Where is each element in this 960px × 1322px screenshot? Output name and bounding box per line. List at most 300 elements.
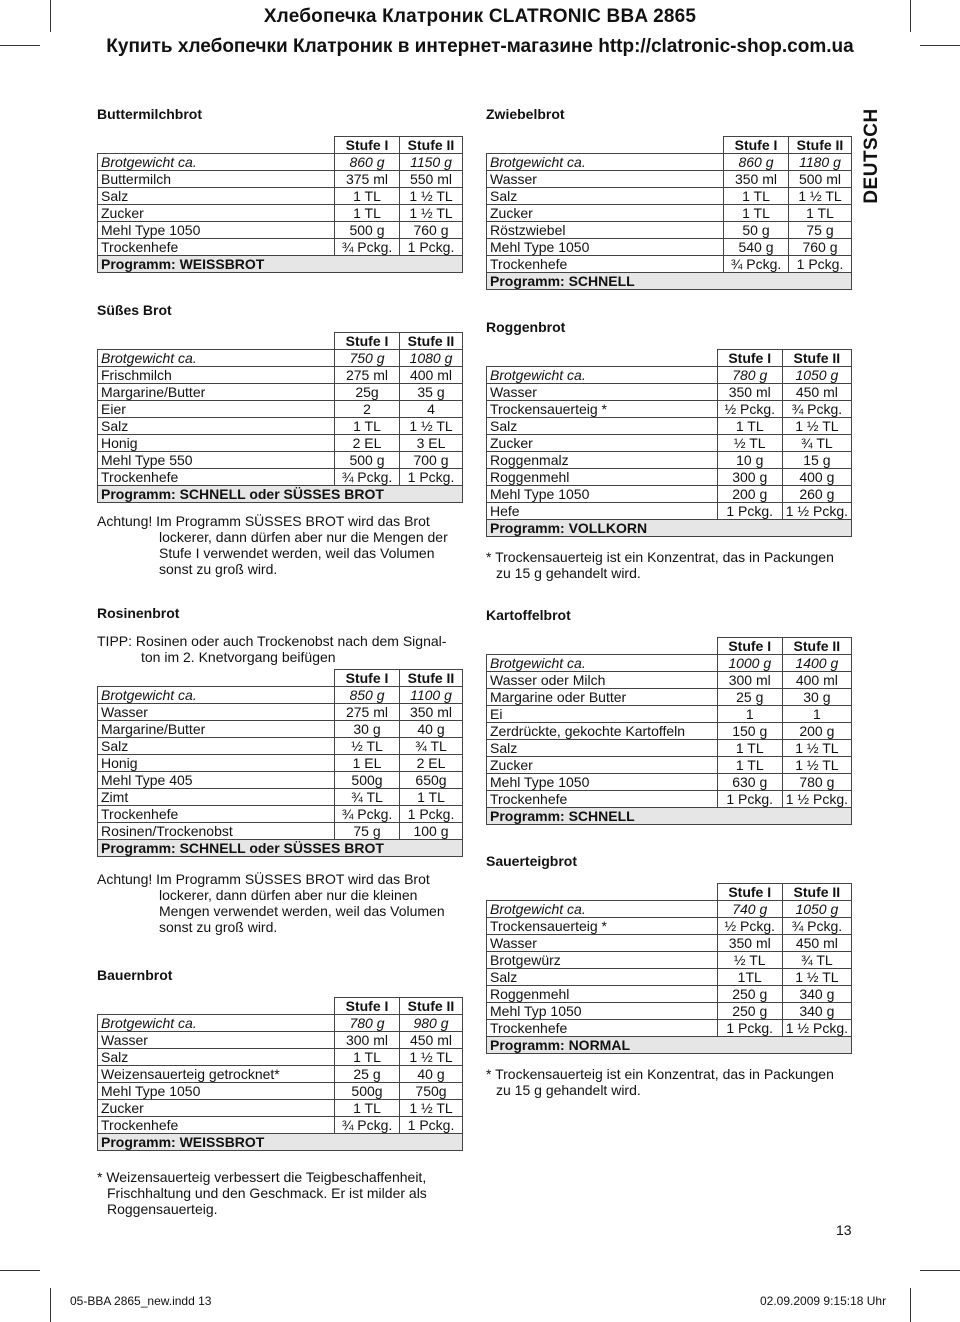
recipe-footnote: * Trockensauerteig ist ein Konzentrat, das in Packungen zu 15 g gehandelt wird. [486, 1066, 834, 1098]
stufe2-cell: 1 ½ Pckg. [782, 1020, 851, 1037]
table-row [487, 655, 852, 672]
stufe2-cell: 650g [400, 772, 463, 789]
table-row [98, 721, 463, 738]
ingredient-cell: Trockenhefe [98, 806, 335, 823]
ingredient-cell: Mehl Type 405 [98, 772, 335, 789]
stufe2-cell: 980 g [400, 1015, 463, 1032]
footer-date: 02.09.2009 9:15:18 Uhr [760, 1294, 887, 1308]
ingredient-cell: Wasser [487, 384, 718, 401]
ingredient-cell: Weizensauerteig getrocknet* [98, 1066, 335, 1083]
stufe1-cell: 1 TL [335, 1049, 400, 1066]
table-row [487, 452, 852, 469]
recipe-table: Stufe I Stufe II Brotgewicht ca. 780 g 1050 g Wasser 350 ml 450 ml Trockensauerteig * ½ Pckg. ¾ Pckg. Salz 1 TL 1 ½ TL Zucker ½ TL ¾ TL Roggenmalz 10 g 15 g Roggenmehl 300 g 400 g Mehl Type 1050 200 g 260 g Hefe 1 Pckg. 1 ½ Pckg. Programm: VOLLKORN [486, 349, 852, 537]
table-row [98, 469, 463, 486]
crop-mark [920, 45, 960, 46]
page-number: 13 [836, 1222, 852, 1238]
program-label: Programm: WEISSBROT [98, 256, 463, 273]
stufe1-cell: ¾ Pckg. [335, 239, 400, 256]
stufe2-cell: ¾ Pckg. [782, 401, 851, 418]
recipe-title: Süßes Brot [97, 302, 172, 318]
ingredient-cell: Wasser [98, 1032, 335, 1049]
ingredient-cell: Mehl Type 1050 [98, 222, 335, 239]
recipe-title: Zwiebelbrot [486, 106, 565, 122]
stufe2-cell: 1 ½ TL [400, 1100, 463, 1117]
stufe1-cell: ¾ Pckg. [335, 1117, 400, 1134]
program-label: Programm: WEISSBROT [98, 1134, 463, 1151]
ingredient-cell: Roggenmehl [487, 469, 718, 486]
stufe1-cell: 375 ml [335, 171, 400, 188]
stufe1-cell: 1 TL [335, 188, 400, 205]
ingredient-cell: Brotgewicht ca. [98, 350, 335, 367]
stufe1-cell: 2 [335, 401, 400, 418]
ingredient-cell: Brotgewicht ca. [98, 687, 335, 704]
stufe2-cell: ¾ TL [400, 738, 463, 755]
table-row [487, 154, 852, 171]
ingredient-cell: Mehl Typ 1050 [487, 1003, 718, 1020]
stufe2-cell: 1 TL [789, 205, 852, 222]
recipe-kartoffelbrot [486, 607, 856, 825]
stufe1-cell: 350 ml [717, 384, 782, 401]
table-row [98, 1100, 463, 1117]
table-row [98, 1032, 463, 1049]
table-row [98, 772, 463, 789]
program-row [98, 486, 463, 503]
stufe2-cell: 1 ½ TL [400, 205, 463, 222]
stufe1-cell: 1 Pckg. [717, 503, 782, 520]
ingredient-cell: Hefe [487, 503, 718, 520]
recipe-table: Stufe I Stufe II Brotgewicht ca. 850 g 1100 g Wasser 275 ml 350 ml Margarine/Butter 30 g 40 g Salz ½ TL ¾ TL Honig 1 EL 2 EL Mehl Type 405 500g 650g Zimt ¾ TL 1 TL Trockenhefe ¾ Pckg. 1 Pckg. Rosinen/Trockenobst 75 g 100 g Programm: SCHNELL oder SÜSSES BROT [97, 669, 463, 857]
stufe1-cell: 275 ml [335, 367, 400, 384]
stufe2-cell: 400 ml [400, 367, 463, 384]
crop-mark [910, 0, 911, 32]
ingredient-cell: Zucker [98, 205, 335, 222]
table-row [98, 452, 463, 469]
stufe2-cell: 1 ½ TL [400, 418, 463, 435]
table-row [98, 384, 463, 401]
stufe2-cell: 1 ½ Pckg. [782, 791, 851, 808]
ingredient-cell: Mehl Type 1050 [487, 774, 718, 791]
stufe2-cell: 1 Pckg. [789, 256, 852, 273]
stufe1-cell: 1 TL [335, 1100, 400, 1117]
stufe2-cell: 1 [782, 706, 851, 723]
ingredient-cell: Röstzwiebel [487, 222, 724, 239]
table-row [98, 171, 463, 188]
ingredient-cell: Salz [487, 188, 724, 205]
table-row [487, 435, 852, 452]
stufe2-cell: 340 g [782, 1003, 851, 1020]
ingredient-cell: Roggenmalz [487, 452, 718, 469]
stufe2-cell: 200 g [782, 723, 851, 740]
ingredient-cell: Roggenmehl [487, 986, 718, 1003]
ingredient-cell: Mehl Type 550 [98, 452, 335, 469]
table-row [487, 384, 852, 401]
stufe1-cell: 740 g [717, 901, 782, 918]
table-row [98, 188, 463, 205]
table-row [487, 486, 852, 503]
stufe1-cell: 860 g [724, 154, 789, 171]
table-row [487, 969, 852, 986]
stufe2-cell: 1 Pckg. [400, 469, 463, 486]
crop-mark [50, 1288, 51, 1322]
stufe2-cell: ¾ Pckg. [782, 918, 851, 935]
stufe2-cell: 1 ½ TL [782, 740, 851, 757]
recipe-bauernbrot [97, 967, 467, 1217]
program-row [98, 256, 463, 273]
ingredient-cell: Trockensauerteig * [487, 918, 718, 935]
ingredient-cell: Trockenhefe [98, 1117, 335, 1134]
stufe2-cell: 1 Pckg. [400, 806, 463, 823]
stufe1-cell: 850 g [335, 687, 400, 704]
stufe2-cell: 1 ½ TL [789, 188, 852, 205]
recipe-title: Buttermilchbrot [97, 106, 202, 122]
program-label: Programm: SCHNELL oder SÜSSES BROT [98, 486, 463, 503]
stufe1-cell: 25 g [335, 1066, 400, 1083]
program-row [487, 808, 852, 825]
table-row [487, 774, 852, 791]
ingredient-cell: Wasser [487, 171, 724, 188]
ingredient-cell: Honig [98, 435, 335, 452]
recipe-sauerteigbrot [486, 853, 856, 1098]
stufe1-cell: 860 g [335, 154, 400, 171]
table-row [487, 401, 852, 418]
stufe2-cell: 500 ml [789, 171, 852, 188]
table-row [487, 689, 852, 706]
stufe2-cell: 40 g [400, 721, 463, 738]
stufe2-cell: 30 g [782, 689, 851, 706]
table-row [98, 755, 463, 772]
table-row [98, 401, 463, 418]
ingredient-cell: Rosinen/Trockenobst [98, 823, 335, 840]
stufe1-cell: 1 TL [724, 205, 789, 222]
stufe2-cell: 340 g [782, 986, 851, 1003]
program-label: Programm: VOLLKORN [487, 520, 852, 537]
ingredient-cell: Wasser oder Milch [487, 672, 718, 689]
recipe-zwiebelbrot [486, 106, 856, 290]
table-row [487, 222, 852, 239]
ingredient-cell: Trockenhefe [487, 256, 724, 273]
stufe1-cell: 1 EL [335, 755, 400, 772]
table-row [487, 1003, 852, 1020]
table-row [98, 1083, 463, 1100]
stufe2-cell: 40 g [400, 1066, 463, 1083]
table-row [98, 154, 463, 171]
recipe-title: Kartoffelbrot [486, 607, 571, 623]
ingredient-cell: Zimt [98, 789, 335, 806]
ingredient-cell: Salz [98, 1049, 335, 1066]
table-row [487, 901, 852, 918]
stufe2-cell: 750g [400, 1083, 463, 1100]
stufe2-cell: ¾ TL [782, 952, 851, 969]
stufe2-cell: 700 g [400, 452, 463, 469]
stufe1-cell: ¾ Pckg. [724, 256, 789, 273]
stufe2-cell: 1 TL [400, 789, 463, 806]
recipe-tip: TIPP: Rosinen oder auch Trockenobst nach dem Signal- ton im 2. Knetvorgang beifügen [97, 633, 447, 665]
ingredient-cell: Salz [98, 738, 335, 755]
ingredient-cell: Brotgewicht ca. [487, 154, 724, 171]
stufe1-cell: 780 g [717, 367, 782, 384]
stufe1-cell: ¾ Pckg. [335, 806, 400, 823]
stufe2-cell: 1400 g [782, 655, 851, 672]
stufe1-cell: 10 g [717, 452, 782, 469]
stufe1-cell: 2 EL [335, 435, 400, 452]
table-row [487, 935, 852, 952]
stufe1-cell: 300 g [717, 469, 782, 486]
table-row [98, 350, 463, 367]
stufe1-cell: ¾ TL [335, 789, 400, 806]
table-row [98, 435, 463, 452]
stufe1-cell: 500 g [335, 222, 400, 239]
stufe1-cell: ½ Pckg. [717, 918, 782, 935]
stufe2-cell: 15 g [782, 452, 851, 469]
table-row [487, 740, 852, 757]
stufe2-cell: 780 g [782, 774, 851, 791]
recipe-table: Stufe I Stufe II Brotgewicht ca. 860 g 1150 g Buttermilch 375 ml 550 ml Salz 1 TL 1 ½ TL Zucker 1 TL 1 ½ TL Mehl Type 1050 500 g 760 g Trockenhefe ¾ Pckg. 1 Pckg. Programm: WEISSBROT [97, 136, 463, 273]
stufe1-cell: 1 [717, 706, 782, 723]
ingredient-cell: Zucker [487, 205, 724, 222]
crop-mark [0, 45, 40, 46]
ingredient-cell: Salz [487, 969, 718, 986]
ingredient-cell: Brotgewicht ca. [487, 367, 718, 384]
ingredient-cell: Zucker [98, 1100, 335, 1117]
stufe1-cell: 350 ml [724, 171, 789, 188]
stufe1-cell: 750 g [335, 350, 400, 367]
stufe1-cell: 300 ml [335, 1032, 400, 1049]
stufe2-cell: 1100 g [400, 687, 463, 704]
stufe2-cell: 550 ml [400, 171, 463, 188]
stufe2-cell: 760 g [400, 222, 463, 239]
stufe1-cell: 1 Pckg. [717, 791, 782, 808]
stufe1-cell: 1 Pckg. [717, 1020, 782, 1037]
stufe2-cell: 1150 g [400, 154, 463, 171]
stufe1-cell: 300 ml [717, 672, 782, 689]
stufe2-cell: 450 ml [782, 384, 851, 401]
table-row [98, 1015, 463, 1032]
crop-mark [50, 0, 51, 32]
stufe1-cell: 250 g [717, 986, 782, 1003]
ingredient-cell: Margarine/Butter [98, 384, 335, 401]
program-row [98, 1134, 463, 1151]
recipe-rosinenbrot [97, 605, 467, 935]
program-label: Programm: SCHNELL [487, 808, 852, 825]
table-row [487, 672, 852, 689]
stufe2-cell: 450 ml [782, 935, 851, 952]
stufe2-cell: 760 g [789, 239, 852, 256]
program-row [487, 520, 852, 537]
program-row [487, 1037, 852, 1054]
stufe1-cell: ½ Pckg. [717, 401, 782, 418]
table-row [98, 205, 463, 222]
stufe2-cell: ¾ TL [782, 435, 851, 452]
stufe1-cell: 780 g [335, 1015, 400, 1032]
stufe1-cell: 1TL [717, 969, 782, 986]
stufe2-cell: 1 ½ TL [400, 188, 463, 205]
table-row [98, 1066, 463, 1083]
stufe1-cell: 1 TL [335, 418, 400, 435]
table-row [98, 1049, 463, 1066]
recipe-buttermilchbrot [97, 106, 467, 273]
ingredient-cell: Eier [98, 401, 335, 418]
table-row [98, 806, 463, 823]
stufe2-cell: 1 ½ TL [782, 418, 851, 435]
recipe-title: Rosinenbrot [97, 605, 180, 621]
recipe-table: Stufe I Stufe II Brotgewicht ca. 780 g 980 g Wasser 300 ml 450 ml Salz 1 TL 1 ½ TL Weizensauerteig getrocknet* 25 g 40 g Mehl Type 1050 500g 750g Zucker 1 TL 1 ½ TL Trockenhefe ¾ Pckg. 1 Pckg. Programm: WEISSBROT [97, 997, 463, 1151]
table-row [487, 367, 852, 384]
stufe1-cell: 1 TL [717, 740, 782, 757]
stufe1-cell: 30 g [335, 721, 400, 738]
ingredient-cell: Salz [98, 418, 335, 435]
stufe1-cell: 540 g [724, 239, 789, 256]
stufe1-cell: 630 g [717, 774, 782, 791]
recipe-footnote: * Weizensauerteig verbessert die Teigbeschaffenheit, Frischhaltung und den Geschmack. Er ist milder als Roggensauerteig. [97, 1169, 427, 1217]
language-tab: DEUTSCH [861, 108, 882, 204]
stufe1-cell: 1 TL [717, 418, 782, 435]
recipe-footnote: * Trockensauerteig ist ein Konzentrat, das in Packungen zu 15 g gehandelt wird. [486, 549, 834, 581]
program-row [487, 273, 852, 290]
ingredient-cell: Trockenhefe [98, 469, 335, 486]
ingredient-cell: Mehl Type 1050 [487, 239, 724, 256]
table-row [98, 687, 463, 704]
stufe1-cell: 275 ml [335, 704, 400, 721]
recipe-table: Stufe I Stufe II Brotgewicht ca. 1000 g 1400 g Wasser oder Milch 300 ml 400 ml Margarine oder Butter 25 g 30 g Ei 1 1 Zerdrückte, gekochte Kartoffeln 150 g 200 g Salz 1 TL 1 ½ TL Zucker 1 TL 1 ½ TL Mehl Type 1050 630 g 780 g Trockenhefe 1 Pckg. 1 ½ Pckg. Programm: SCHNELL [486, 637, 852, 825]
table-row [98, 789, 463, 806]
program-label: Programm: SCHNELL [487, 273, 852, 290]
program-row [98, 840, 463, 857]
recipe-table: Stufe I Stufe II Brotgewicht ca. 860 g 1180 g Wasser 350 ml 500 ml Salz 1 TL 1 ½ TL Zucker 1 TL 1 TL Röstzwiebel 50 g 75 g Mehl Type 1050 540 g 760 g Trockenhefe ¾ Pckg. 1 Pckg. Programm: SCHNELL [486, 136, 852, 290]
ingredient-cell: Mehl Type 1050 [487, 486, 718, 503]
recipe-note: Achtung! Im Programm SÜSSES BROT wird das Brot lockerer, dann dürfen aber nur die Mengen der Stufe I verwendet werden, weil das Volumen sonst zu groß wird. [97, 513, 448, 577]
table-row [487, 986, 852, 1003]
stufe1-cell: 25g [335, 384, 400, 401]
stufe2-cell: 1 ½ TL [400, 1049, 463, 1066]
stufe2-cell: 1180 g [789, 154, 852, 171]
stufe1-cell: 1 TL [724, 188, 789, 205]
stufe2-cell: 260 g [782, 486, 851, 503]
table-row [487, 723, 852, 740]
table-row [487, 503, 852, 520]
stufe2-cell: 450 ml [400, 1032, 463, 1049]
table-row [487, 188, 852, 205]
table-row [98, 222, 463, 239]
stufe2-cell: 1 ½ Pckg. [782, 503, 851, 520]
crop-mark [0, 1270, 40, 1271]
ingredient-cell: Trockensauerteig * [487, 401, 718, 418]
stufe2-cell: 2 EL [400, 755, 463, 772]
stufe2-cell: 1050 g [782, 367, 851, 384]
stufe1-cell: 250 g [717, 1003, 782, 1020]
ingredient-cell: Brotgewicht ca. [487, 655, 718, 672]
ingredient-cell: Zucker [487, 757, 718, 774]
stufe1-cell: 500g [335, 772, 400, 789]
stufe2-cell: 100 g [400, 823, 463, 840]
table-row [487, 791, 852, 808]
stufe2-cell: 400 g [782, 469, 851, 486]
ingredient-cell: Brotgewicht ca. [487, 901, 718, 918]
stufe2-cell: 3 EL [400, 435, 463, 452]
stufe2-cell: 1 Pckg. [400, 239, 463, 256]
page-title: Хлебопечка Клатроник CLATRONIC BBA 2865 [263, 6, 697, 27]
stufe2-cell: 1 ½ TL [782, 757, 851, 774]
table-row [98, 367, 463, 384]
stufe2-cell: 35 g [400, 384, 463, 401]
table-row [487, 239, 852, 256]
stufe1-cell: 75 g [335, 823, 400, 840]
ingredient-cell: Honig [98, 755, 335, 772]
stufe1-cell: 350 ml [717, 935, 782, 952]
ingredient-cell: Brotgewicht ca. [98, 154, 335, 171]
ingredient-cell: Trockenhefe [487, 1020, 718, 1037]
table-row [487, 918, 852, 935]
ingredient-cell: Buttermilch [98, 171, 335, 188]
ingredient-cell: Ei [487, 706, 718, 723]
ingredient-cell: Trockenhefe [487, 791, 718, 808]
table-row [487, 1020, 852, 1037]
recipe-title: Bauernbrot [97, 967, 173, 983]
stufe2-cell: 1050 g [782, 901, 851, 918]
footer-file: 05-BBA 2865_new.indd 13 [70, 1294, 212, 1308]
ingredient-cell: Brotgewicht ca. [98, 1015, 335, 1032]
ingredient-cell: Salz [487, 418, 718, 435]
ingredient-cell: Trockenhefe [98, 239, 335, 256]
recipe-title: Sauerteigbrot [486, 853, 578, 869]
ingredient-cell: Margarine/Butter [98, 721, 335, 738]
table-row [98, 239, 463, 256]
table-row [487, 205, 852, 222]
stufe2-cell: 75 g [789, 222, 852, 239]
table-row [98, 704, 463, 721]
stufe2-cell: 400 ml [782, 672, 851, 689]
table-row [487, 418, 852, 435]
ingredient-cell: Zucker [487, 435, 718, 452]
stufe1-cell: 1 TL [335, 205, 400, 222]
stufe2-cell: 1 Pckg. [400, 1117, 463, 1134]
table-row [98, 1117, 463, 1134]
stufe1-cell: 500 g [335, 452, 400, 469]
table-row [98, 823, 463, 840]
stufe1-cell: 1000 g [717, 655, 782, 672]
crop-mark [920, 1270, 960, 1271]
page-subtitle: Купить хлебопечки Клатроник в интернет-магазине http://clatronic-shop.com.ua [106, 36, 854, 57]
recipe-title: Roggenbrot [486, 319, 566, 335]
ingredient-cell: Salz [98, 188, 335, 205]
stufe2-cell: 1080 g [400, 350, 463, 367]
stufe1-cell: ½ TL [717, 952, 782, 969]
recipe-roggenbrot [486, 319, 856, 581]
stufe1-cell: 25 g [717, 689, 782, 706]
ingredient-cell: Margarine oder Butter [487, 689, 718, 706]
table-row [487, 171, 852, 188]
recipe-note: Achtung! Im Programm SÜSSES BROT wird das Brot lockerer, dann dürfen aber nur die kleinen Mengen verwendet werden, weil das Volumen sonst zu groß wird. [97, 871, 445, 935]
ingredient-cell: Zerdrückte, gekochte Kartoffeln [487, 723, 718, 740]
stufe2-cell: 4 [400, 401, 463, 418]
recipe-table: Stufe I Stufe II Brotgewicht ca. 740 g 1050 g Trockensauerteig * ½ Pckg. ¾ Pckg. Wasser 350 ml 450 ml Brotgewürz ½ TL ¾ TL Salz 1TL 1 ½ TL Roggenmehl 250 g 340 g Mehl Typ 1050 250 g 340 g Trockenhefe 1 Pckg. 1 ½ Pckg. Programm: NORMAL [486, 883, 852, 1054]
recipe-table: Stufe I Stufe II Brotgewicht ca. 750 g 1080 g Frischmilch 275 ml 400 ml Margarine/Butter 25g 35 g Eier 2 4 Salz 1 TL 1 ½ TL Honig 2 EL 3 EL Mehl Type 550 500 g 700 g Trockenhefe ¾ Pckg. 1 Pckg. Programm: SCHNELL oder SÜSSES BROT [97, 332, 463, 503]
table-row [487, 706, 852, 723]
table-row [98, 738, 463, 755]
stufe1-cell: ½ TL [717, 435, 782, 452]
table-row [487, 469, 852, 486]
table-row [487, 757, 852, 774]
ingredient-cell: Brotgewürz [487, 952, 718, 969]
stufe1-cell: ¾ Pckg. [335, 469, 400, 486]
ingredient-cell: Salz [487, 740, 718, 757]
stufe1-cell: 200 g [717, 486, 782, 503]
table-row [487, 952, 852, 969]
ingredient-cell: Frischmilch [98, 367, 335, 384]
ingredient-cell: Mehl Type 1050 [98, 1083, 335, 1100]
recipe-suesses-brot [97, 302, 467, 577]
stufe2-cell: 350 ml [400, 704, 463, 721]
stufe2-cell: 1 ½ TL [782, 969, 851, 986]
